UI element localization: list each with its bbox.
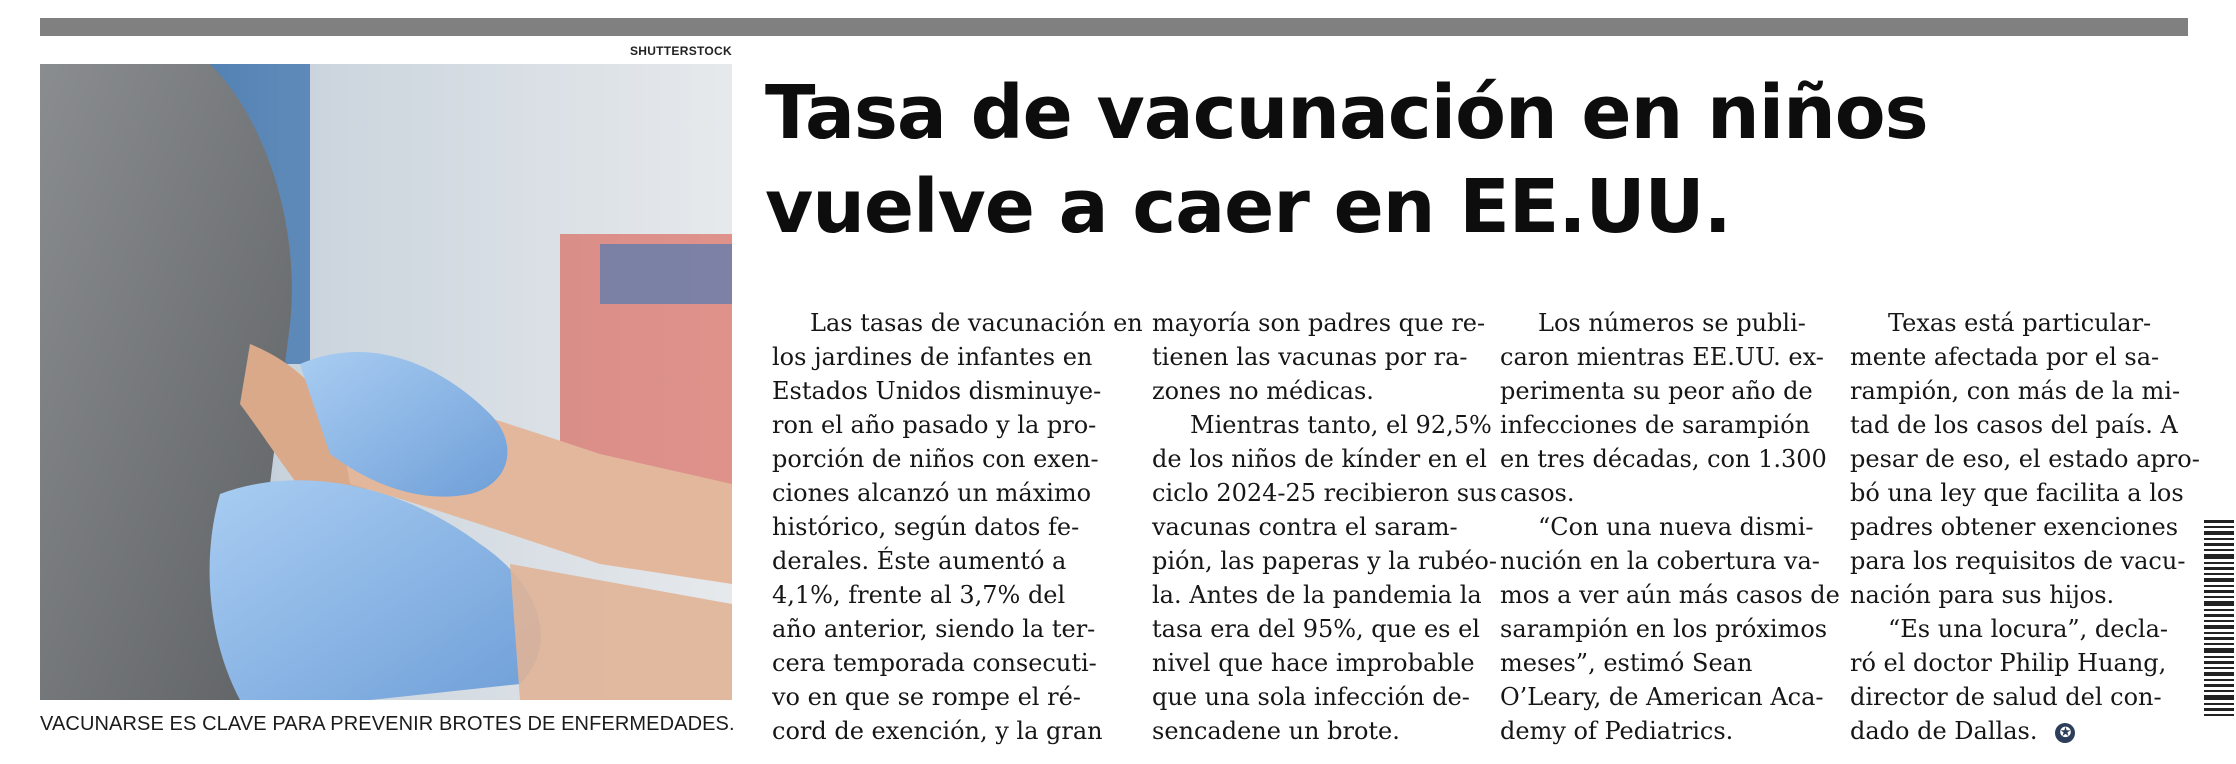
photo-credit: SHUTTERSTOCK xyxy=(629,44,732,58)
text-line: perimenta su peor año de xyxy=(1500,377,1813,405)
barcode xyxy=(2204,520,2234,720)
text-line: O’Leary, de American Aca- xyxy=(1500,683,1824,711)
text-line: mos a ver aún más casos de xyxy=(1500,581,1840,609)
text-line: año anterior, siendo la ter- xyxy=(772,615,1096,643)
text-line: pesar de eso, el estado apro- xyxy=(1850,445,2200,473)
text-line: ró el doctor Philip Huang, xyxy=(1850,649,2167,677)
text-line: 4,1%, frente al 3,7% del xyxy=(772,581,1066,609)
text-line: “Es una locura”, decla- xyxy=(1888,615,2169,643)
text-line: mente afectada por el sa- xyxy=(1850,343,2160,371)
article-column-1 xyxy=(772,306,1143,748)
text-line: “Con una nueva dismi- xyxy=(1538,513,1814,541)
text-line: derales. Éste aumentó a xyxy=(772,547,1067,575)
text-line: nivel que hace improbable xyxy=(1152,649,1475,677)
text-line: que una sola infección de- xyxy=(1152,683,1470,711)
text-line: zones no médicas. xyxy=(1152,377,1374,405)
text-line: nación para sus hijos. xyxy=(1850,581,2115,609)
text-line: vo en que se rompe el ré- xyxy=(772,683,1081,711)
text-line: tasa era del 95%, que es el xyxy=(1152,615,1480,643)
last-line-text: dado de Dallas. xyxy=(1850,717,2038,745)
text-line: demy of Pediatrics. xyxy=(1500,717,1734,745)
text-line: infecciones de sarampión xyxy=(1500,411,1811,439)
text-line: nución en la cobertura va- xyxy=(1500,547,1820,575)
text-line: histórico, según datos fe- xyxy=(772,513,1080,541)
article-column-3 xyxy=(1500,306,1848,748)
text-line: casos. xyxy=(1500,479,1575,507)
text-line xyxy=(1850,714,2184,748)
text-line: porción de niños con exen- xyxy=(772,445,1099,473)
text-line: en tres décadas, con 1.300 xyxy=(1500,445,1827,473)
headline xyxy=(765,66,2165,254)
text-line: cord de exención, y la gran xyxy=(772,717,1103,745)
text-line: vacunas contra el saram- xyxy=(1152,513,1458,541)
photo-caption: VACUNARSE ES CLAVE PARA PREVENIR BROTES DE ENFERMEDADES. xyxy=(40,713,735,735)
text-line: ron el año pasado y la pro- xyxy=(772,411,1097,439)
text-line: tad de los casos del país. A xyxy=(1850,411,2178,439)
text-line: ciones alcanzó un máximo xyxy=(772,479,1092,507)
article-column-4 xyxy=(1850,306,2200,748)
headline-line-1: Tasa de vacunación en niños xyxy=(765,70,1928,156)
article-photo xyxy=(40,64,732,700)
text-line: de los niños de kínder en el xyxy=(1152,445,1487,473)
text-line: mayoría son padres que re- xyxy=(1152,309,1486,337)
text-line: Las tasas de vacunación en xyxy=(810,309,1143,337)
top-rule xyxy=(40,18,2188,36)
text-line: tienen las vacunas por ra- xyxy=(1152,343,1468,371)
text-line: para los requisitos de vacu- xyxy=(1850,547,2186,575)
text-line: bó una ley que facilita a los xyxy=(1850,479,2184,507)
text-line: los jardines de infantes en xyxy=(772,343,1093,371)
text-line: rampión, con más de la mi- xyxy=(1850,377,2181,405)
text-line: padres obtener exenciones xyxy=(1850,513,2179,541)
text-line: meses”, estimó Sean xyxy=(1500,649,1753,677)
text-line: cera temporada consecuti- xyxy=(772,649,1097,677)
text-line: pión, las paperas y la rubéo- xyxy=(1152,547,1497,575)
article-column-2 xyxy=(1152,306,1500,748)
text-line: Estados Unidos disminuye- xyxy=(772,377,1102,405)
text-line: ciclo 2024-25 recibieron sus xyxy=(1152,479,1497,507)
text-line: sarampión en los próximos xyxy=(1500,615,1828,643)
text-line: Mientras tanto, el 92,5% xyxy=(1190,411,1492,439)
text-line: Texas está particular- xyxy=(1888,309,2152,337)
text-line: la. Antes de la pandemia la xyxy=(1152,581,1482,609)
text-line: director de salud del con- xyxy=(1850,683,2162,711)
text-line: Los números se publi- xyxy=(1538,309,1806,337)
star-icon: ✪ xyxy=(2055,723,2075,743)
text-line: sencadene un brote. xyxy=(1152,717,1400,745)
headline-line-2: vuelve a caer en EE.UU. xyxy=(765,164,1731,250)
text-line: caron mientras EE.UU. ex- xyxy=(1500,343,1824,371)
